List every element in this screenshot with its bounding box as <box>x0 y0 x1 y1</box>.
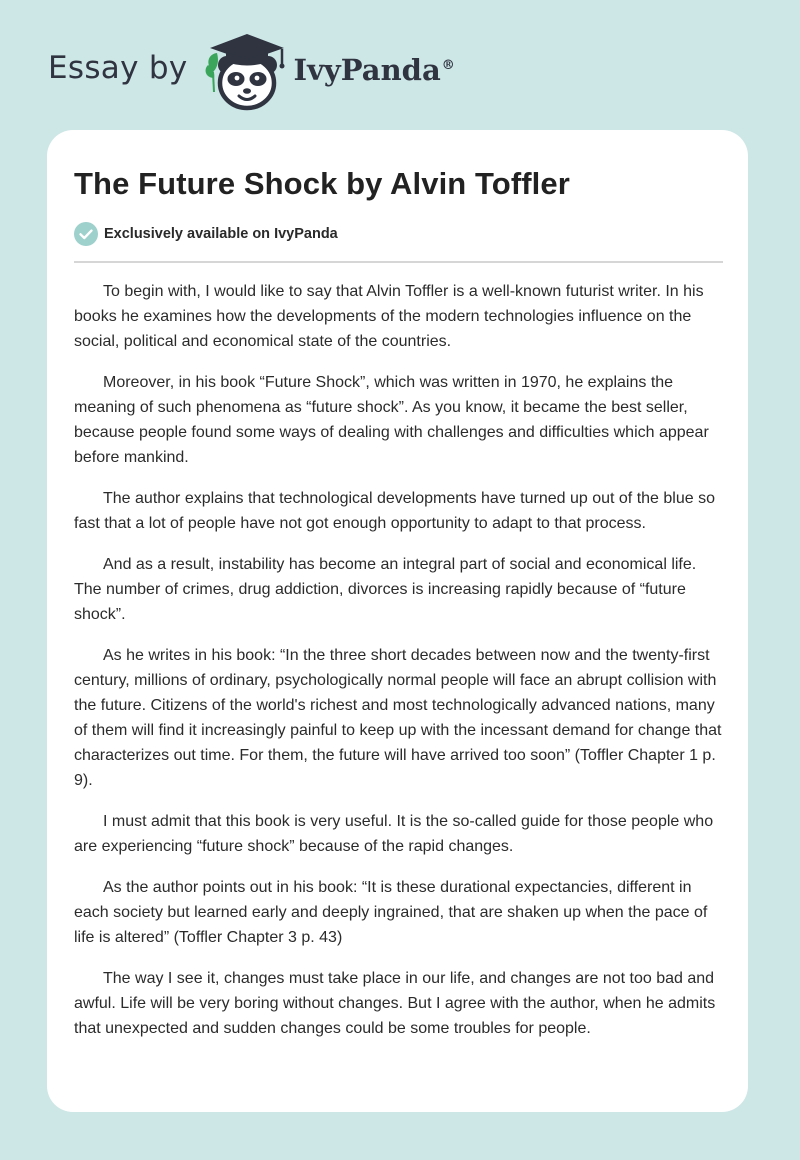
paragraph-3: The author explains that technological developments have turned up out of the blue so fast that a lot of people have not got enough opportunity to adapt to that process. <box>74 490 715 532</box>
exclusive-badge <box>74 222 338 246</box>
essay-card <box>47 130 748 1112</box>
brand-name-text: IvyPanda <box>293 53 441 87</box>
exclusive-label: Exclusively available on IvyPanda <box>104 226 338 242</box>
panda-graduation-cap-icon <box>202 28 290 112</box>
registered-mark: ® <box>441 58 455 74</box>
paragraph-6: I must admit that this book is very useful. It is the so-called guide for those people who are experiencing “future shock” because of the rapid changes. <box>74 813 714 855</box>
essay-by-label: Essay by <box>48 50 188 86</box>
page-title: The Future Shock by Alvin Toffler <box>74 166 570 201</box>
paragraph-1: To begin with, I would like to say that Alvin Toffler is a well-known futurist writer. In his books he examines how the developments of the modern technologies influence on the social, political and economical state of the countries. <box>74 283 704 350</box>
paragraph-4: And as a result, instability has become an integral part of social and economical life. The number of crimes, drug addiction, divorces is increasing rapidly because of “future shock”. <box>74 556 697 623</box>
essay-body <box>74 279 724 1057</box>
brand-name <box>294 53 455 87</box>
divider <box>74 261 723 263</box>
paragraph-7: As the author points out in his book: “It is these durational expectancies, different in each society but learned early and deeply ingrained, that are shaken up when the pace of life is altered” (Toffler Chapter 3 p. 43) <box>74 879 708 946</box>
paragraph-8: The way I see it, changes must take place in our life, and changes are not too bad and awful. Life will be very boring without changes. But I agree with the author, when he admits that unexpected and sudden changes could be some troubles for people. <box>74 970 716 1037</box>
check-circle-icon <box>74 222 98 246</box>
paragraph-2: Moreover, in his book “Future Shock”, which was written in 1970, he explains the meaning of such phenomena as “future shock”. As you know, it became the best seller, because people found some ways of dealing with challenges and difficulties which appear before mankind. <box>74 374 709 466</box>
paragraph-5: As he writes in his book: “In the three short decades between now and the twenty-first century, millions of ordinary, psychologically normal people will face an abrupt collision with the future. Citizens of the world's richest and most technologically advanced nations, many of them will find it increasingly painful to keep up with the incessant demand for change that characterizes out time. For them, the future will have arrived too soon” (Toffler Chapter 1 p. 9). <box>74 647 722 789</box>
site-header <box>48 28 455 112</box>
